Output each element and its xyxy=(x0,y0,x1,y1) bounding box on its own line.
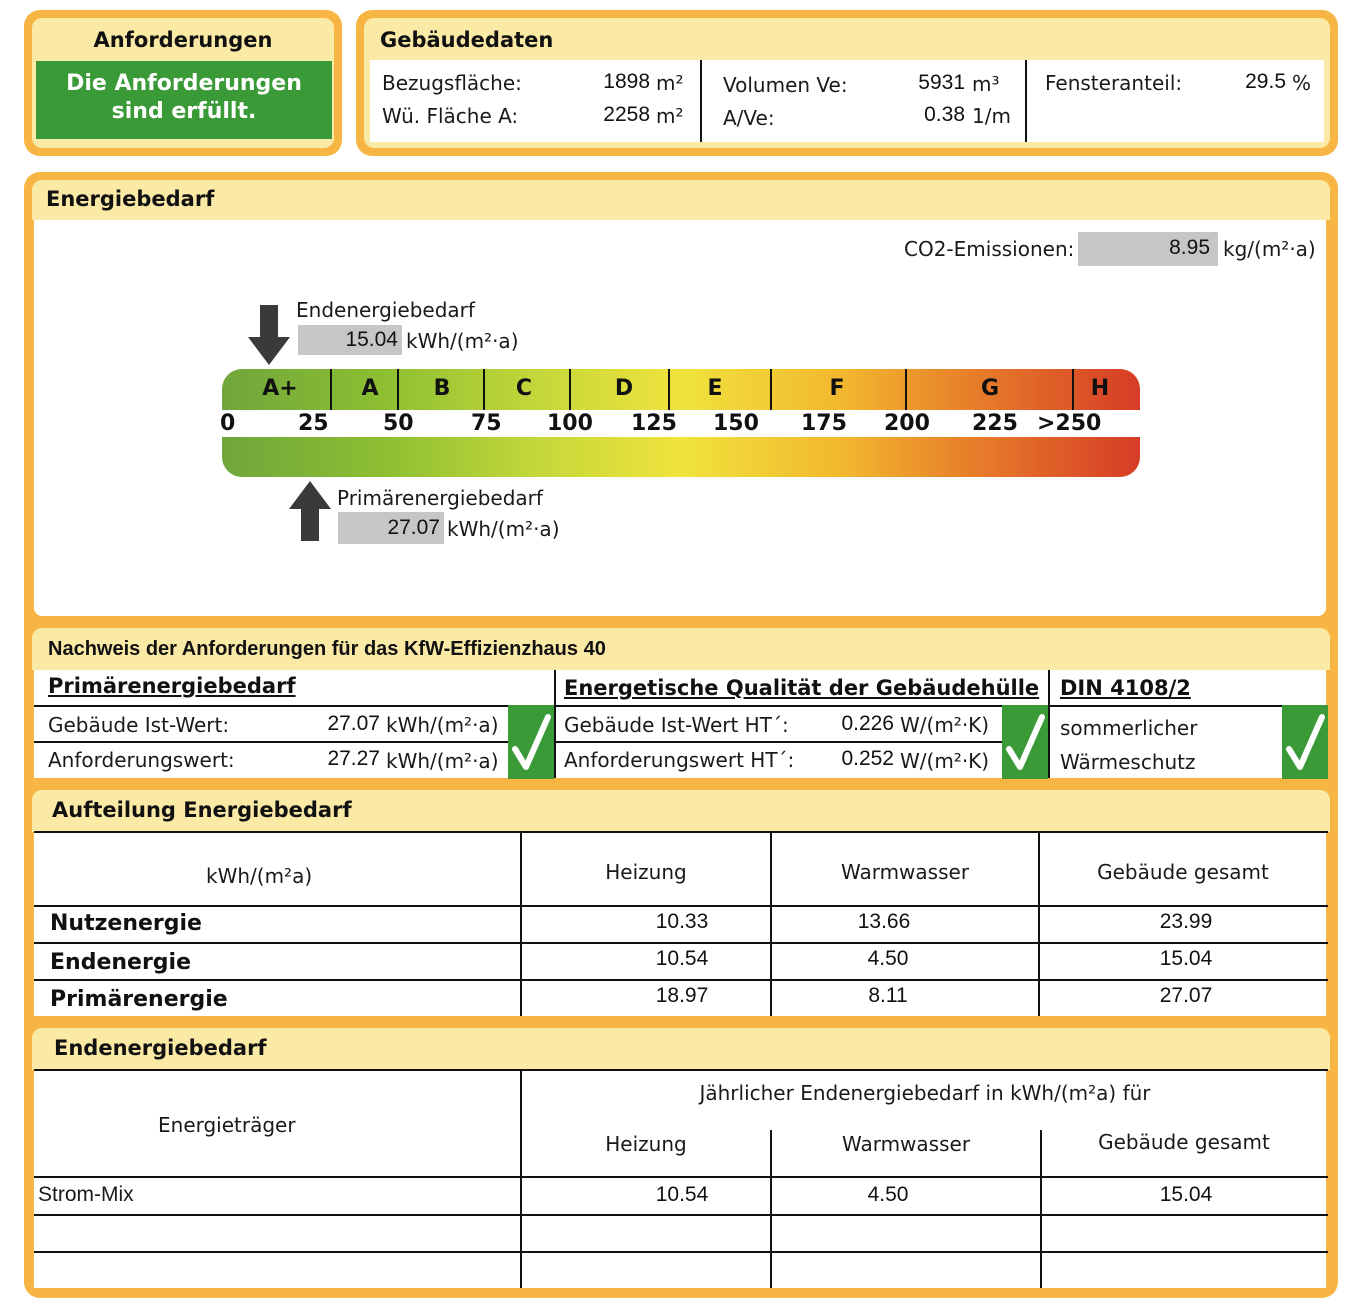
fenster-value: 29.5 xyxy=(1245,70,1286,93)
divider xyxy=(34,979,1328,981)
endenergie-traeger-header: Energieträger xyxy=(158,1113,296,1137)
scale-tick: 150 xyxy=(713,411,759,436)
class-label: F xyxy=(829,376,845,401)
divider xyxy=(34,905,1328,907)
class-divider xyxy=(770,369,772,410)
divider xyxy=(34,705,508,707)
endenergie-col-warmwasser: Warmwasser xyxy=(841,1132,971,1156)
class-label: A xyxy=(361,376,379,401)
primaer-unit: kWh/(m²·a) xyxy=(447,517,560,541)
scale-tick: >250 xyxy=(1037,411,1102,436)
scale-tick: 50 xyxy=(383,411,414,436)
co2-unit: kg/(m²·a) xyxy=(1223,237,1316,261)
bezugsflaeche-label: Bezugsfläche: xyxy=(382,71,522,95)
ave-label: A/Ve: xyxy=(723,106,775,130)
checkmark-icon xyxy=(1282,705,1328,779)
class-divider xyxy=(330,369,332,410)
nachweis-anf-value: 27.27 xyxy=(327,747,380,770)
fenster-unit: % xyxy=(1292,71,1312,95)
aufteilung-title: Aufteilung Energiebedarf xyxy=(52,798,352,822)
aufteilung-row-label: Nutzenergie xyxy=(50,911,202,936)
endenergie-col-heizung: Heizung xyxy=(605,1132,687,1156)
divider xyxy=(34,942,1328,944)
endenergiebedarf-title: Endenergiebedarf xyxy=(54,1036,267,1060)
nachweis-ist-label: Gebäude Ist-Wert: xyxy=(48,713,230,737)
endenergie-col-gesamt: Gebäude gesamt xyxy=(1098,1130,1270,1154)
nachweis-ht-ist-label: Gebäude Ist-Wert HT´: xyxy=(564,713,789,737)
aufteilung-cell: 8.11 xyxy=(868,984,908,1007)
class-divider xyxy=(569,369,571,410)
volumen-unit: m³ xyxy=(972,72,1000,96)
divider xyxy=(556,705,1002,707)
ave-value: 0.38 xyxy=(924,103,965,126)
aufteilung-cell: 4.50 xyxy=(867,947,909,970)
scale-tick: 175 xyxy=(801,411,847,436)
aufteilung-cell: 10.33 xyxy=(655,910,709,933)
scale-tick: 200 xyxy=(884,411,930,436)
aufteilung-col-gesamt: Gebäude gesamt xyxy=(1097,860,1269,884)
nachweis-anf-unit: kWh/(m²·a) xyxy=(386,749,499,773)
nachweis-din-line1: sommerlicher xyxy=(1060,716,1198,740)
divider xyxy=(1050,705,1282,707)
bezugsflaeche-unit: m² xyxy=(656,71,684,95)
nachweis-din-line2: Wärmeschutz xyxy=(1060,750,1196,774)
divider xyxy=(1048,670,1050,778)
class-label: G xyxy=(980,376,1000,401)
scale-tick: 0 xyxy=(220,411,236,436)
class-label: C xyxy=(515,376,533,401)
scale-tick: 100 xyxy=(547,411,593,436)
primaer-label: Primärenergiebedarf xyxy=(337,486,543,510)
aufteilung-row-label: Primärenergie xyxy=(50,987,228,1012)
endenergie-jaehrlich-header: Jährlicher Endenergiebedarf in kWh/(m²a) für xyxy=(699,1081,1151,1105)
fenster-label: Fensteranteil: xyxy=(1045,71,1183,95)
nachweis-ist-value: 27.07 xyxy=(327,712,380,735)
divider xyxy=(34,1214,1328,1216)
energiebedarf-header xyxy=(32,180,1330,220)
class-divider xyxy=(668,369,670,410)
volumen-value: 5931 xyxy=(918,71,965,94)
checkmark-icon xyxy=(1002,705,1048,779)
endenergie-cell: 4.50 xyxy=(867,1183,909,1206)
class-label: E xyxy=(707,376,723,401)
aufteilung-cell: 10.54 xyxy=(655,947,709,970)
nachweis-din-header: DIN 4108/2 xyxy=(1060,676,1191,700)
wue-flaeche-unit: m² xyxy=(656,104,684,128)
class-divider xyxy=(905,369,907,410)
arrow-down-icon xyxy=(248,305,290,365)
anforderungen-status-box xyxy=(36,61,332,139)
volumen-label: Volumen Ve: xyxy=(723,73,848,97)
class-label: B xyxy=(433,376,451,401)
scale-tick: 125 xyxy=(631,411,677,436)
aufteilung-col-warmwasser: Warmwasser xyxy=(840,860,970,884)
aufteilung-cell: 18.97 xyxy=(655,984,709,1007)
wue-flaeche-label: Wü. Fläche A: xyxy=(382,104,519,128)
endenergie-label: Endenergiebedarf xyxy=(296,298,475,322)
scale-tick: 25 xyxy=(298,411,329,436)
class-label: H xyxy=(1090,376,1110,401)
aufteilung-unit-header: kWh/(m²a) xyxy=(206,864,313,888)
checkmark-icon xyxy=(508,705,554,779)
divider xyxy=(700,60,702,142)
nachweis-primaer-header: Primärenergiebedarf xyxy=(48,674,296,698)
scale-tick: 75 xyxy=(471,411,502,436)
primaer-value: 27.07 xyxy=(387,516,440,539)
co2-label: CO2-Emissionen: xyxy=(904,237,1075,261)
class-label: A+ xyxy=(262,376,298,401)
scale-tick: 225 xyxy=(972,411,1018,436)
divider xyxy=(556,741,1002,743)
aufteilung-cell: 13.66 xyxy=(857,910,911,933)
divider xyxy=(34,741,508,743)
class-label: D xyxy=(614,376,634,401)
nachweis-title: Nachweis der Anforderungen für das KfW-Effizienzhaus 40 xyxy=(48,638,606,660)
aufteilung-cell: 15.04 xyxy=(1159,947,1213,970)
wue-flaeche-value: 2258 xyxy=(603,103,650,126)
aufteilung-col-heizung: Heizung xyxy=(605,860,687,884)
divider xyxy=(34,1176,1328,1178)
nachweis-ht-anf-unit: W/(m²·K) xyxy=(900,749,990,773)
aufteilung-cell: 27.07 xyxy=(1159,984,1213,1007)
nachweis-huelle-header: Energetische Qualität der Gebäudehülle xyxy=(564,676,1040,700)
ave-unit: 1/m xyxy=(972,104,1011,128)
nachweis-ht-ist-value: 0.226 xyxy=(841,712,894,735)
class-divider xyxy=(483,369,485,410)
endenergie-cell: 15.04 xyxy=(1159,1183,1213,1206)
endenergie-unit: kWh/(m²·a) xyxy=(406,329,519,353)
nachweis-anf-label: Anforderungswert: xyxy=(48,748,235,772)
divider xyxy=(34,1251,1328,1253)
arrow-up-icon xyxy=(289,481,331,541)
co2-value: 8.95 xyxy=(1169,236,1210,259)
nachweis-ht-anf-value: 0.252 xyxy=(841,747,894,770)
anforderungen-status-line2: sind erfüllt. xyxy=(111,99,257,124)
nachweis-ht-anf-label: Anforderungswert HT´: xyxy=(564,748,795,772)
endenergie-cell: 10.54 xyxy=(655,1183,709,1206)
aufteilung-row-label: Endenergie xyxy=(50,950,192,975)
gebaeudedaten-title: Gebäudedaten xyxy=(380,28,554,52)
aufteilung-cell: 23.99 xyxy=(1159,910,1213,933)
nachweis-ht-ist-unit: W/(m²·K) xyxy=(900,713,990,737)
anforderungen-status-line1: Die Anforderungen xyxy=(66,71,302,96)
divider xyxy=(34,831,1328,833)
divider xyxy=(554,670,556,778)
energiebedarf-title: Energiebedarf xyxy=(46,187,215,211)
bezugsflaeche-value: 1898 xyxy=(603,70,650,93)
nachweis-ist-unit: kWh/(m²·a) xyxy=(386,713,499,737)
endenergie-row-label: Strom-Mix xyxy=(38,1183,134,1206)
energy-gradient-bar xyxy=(222,437,1140,477)
divider xyxy=(34,1069,1328,1071)
endenergie-value: 15.04 xyxy=(345,328,398,351)
divider xyxy=(1025,60,1027,142)
anforderungen-title: Anforderungen xyxy=(93,28,273,52)
